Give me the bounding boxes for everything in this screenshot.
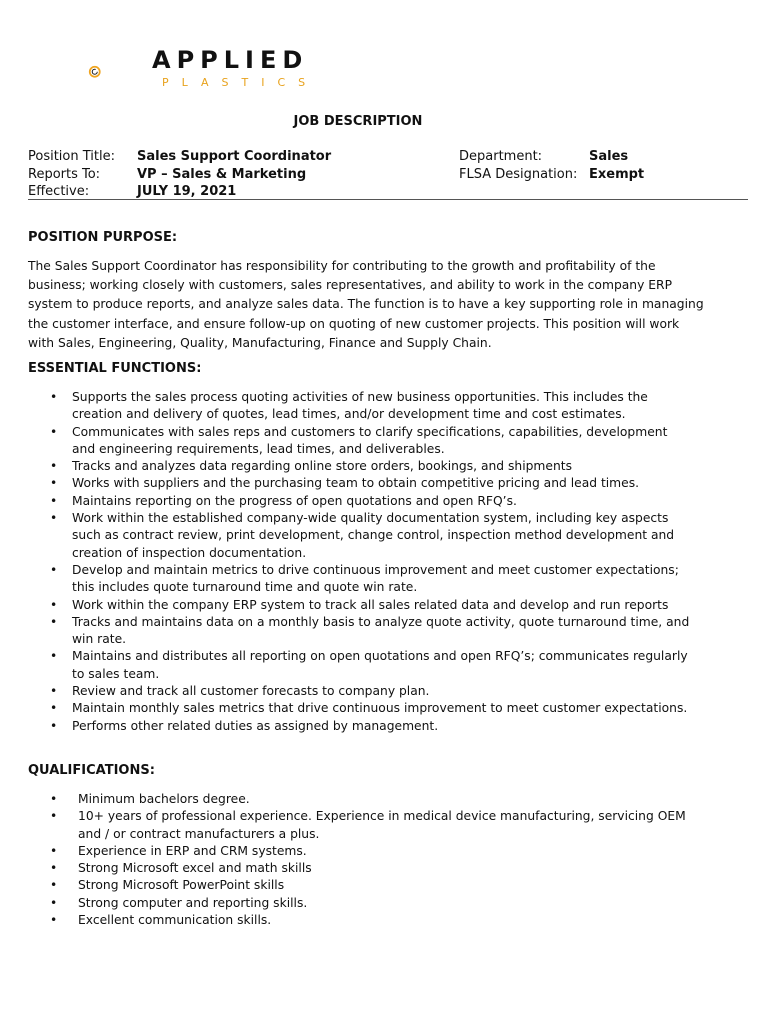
qualifications-heading: QUALIFICATIONS:	[28, 763, 155, 778]
effective-value: JULY 19, 2021	[137, 184, 237, 199]
list-item: • Works with suppliers and the purchasing team to obtain competitive pricing and lead times.	[28, 475, 692, 492]
list-item: • Maintains and distributes all reporting on open quotations and open RFQ’s; communicates regularly to sales team.	[28, 648, 692, 683]
qualifications-list	[28, 791, 698, 929]
list-item: • Tracks and maintains data on a monthly basis to analyze quote activity, quote turnaround time, and win rate.	[28, 614, 692, 649]
position-label: Position Title:	[28, 149, 115, 164]
list-item: • Maintains reporting on the progress of open quotations and open RFQ’s.	[28, 493, 692, 510]
header-labels	[28, 148, 115, 201]
list-item: • Performs other related duties as assigned by management.	[28, 718, 692, 735]
reports-value: VP – Sales & Marketing	[137, 166, 307, 182]
position-value: Sales Support Coordinator	[137, 149, 332, 164]
document-title: JOB DESCRIPTION	[293, 114, 423, 129]
list-item: • Tracks and analyzes data regarding online store orders, bookings, and shipments	[28, 458, 692, 475]
logo-text-applied: APPLIED	[152, 46, 309, 74]
list-item: • 10+ years of professional experience. Experience in medical device manufacturing, servicing OEM and / or contract manufacturers a plus.	[28, 808, 698, 843]
list-item: • Communicates with sales reps and customers to clarify specifications, capabilities, development and engineering requirements, lead times, and deliverables.	[28, 424, 692, 459]
reports-label: Reports To:	[28, 166, 101, 182]
list-item: • Develop and maintain metrics to drive continuous improvement and meet customer expectations; this includes quote turnaround time and quote win rate.	[28, 562, 692, 597]
list-item: • Maintain monthly sales metrics that drive continuous improvement to meet customer expectations.	[28, 700, 692, 717]
list-item: • Excellent communication skills.	[28, 912, 698, 929]
functions-list	[28, 389, 692, 735]
header-divider	[28, 199, 748, 200]
flsa-value: Exempt	[589, 166, 645, 182]
list-item: • Experience in ERP and CRM systems.	[28, 843, 698, 860]
list-item: • Strong Microsoft PowerPoint skills	[28, 877, 698, 894]
flsa-label: FLSA Designation:	[459, 166, 578, 182]
company-logo	[88, 44, 148, 100]
department-value: Sales	[589, 149, 629, 164]
logo-text-plastics: PLASTICS	[162, 76, 319, 89]
logo-inner-icon	[92, 69, 97, 74]
list-item: • Minimum bachelors degree.	[28, 791, 698, 808]
list-item: • Work within the company ERP system to track all sales related data and develop and run reports	[28, 597, 692, 614]
purpose-heading: POSITION PURPOSE:	[28, 230, 178, 245]
functions-heading: ESSENTIAL FUNCTIONS:	[28, 361, 202, 376]
purpose-text: The Sales Support Coordinator has responsibility for contributing to the growth and profitability of the business; working closely with customers, sales representatives, and ability to work in the company ERP system to produce reports, and analyze sales data. The function is to have a key supporting role in managing the customer interface, and ensure follow-up on quoting of new customer projects. This position will work with Sales, Engineering, Quality, Manufacturing, Finance and Supply Chain.	[28, 259, 704, 350]
list-item: • Strong computer and reporting skills.	[28, 895, 698, 912]
department-label: Department:	[459, 149, 543, 164]
header-values-right	[589, 148, 644, 183]
effective-label: Effective:	[28, 184, 90, 199]
list-item: • Work within the established company-wide quality documentation system, including key aspects such as contract review, print development, change control, inspection method development and creation of inspection documentation.	[28, 510, 692, 562]
list-item: • Supports the sales process quoting activities of new business opportunities. This includes the creation and delivery of quotes, lead times, and/or development time and cost estimates.	[28, 389, 692, 424]
list-item: • Review and track all customer forecasts to company plan.	[28, 683, 692, 700]
header-values	[137, 148, 331, 201]
logo-ring-icon	[90, 67, 100, 77]
header-labels-right	[459, 148, 577, 183]
list-item: • Strong Microsoft excel and math skills	[28, 860, 698, 877]
